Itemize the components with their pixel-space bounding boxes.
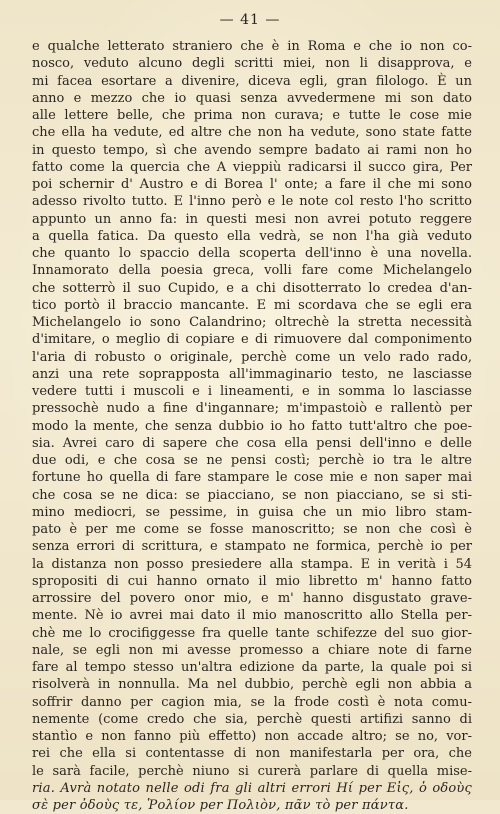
text-line: mi facea esortare a divenire, diceva egli, gran filologo. È un bbox=[32, 73, 472, 89]
text-line: mente. Nè io avrei mai dato il mio manoscritto allo Stella per- bbox=[32, 608, 472, 624]
text-line: alle lettere belle, che prima non curava; e tutte le cose mie bbox=[32, 108, 472, 123]
text-line: che ella ha vedute, ed altre che non ha vedute, sono state fatte bbox=[32, 125, 472, 141]
text-line: Innamorato della poesia greca, volli fare come Michelangelo bbox=[32, 263, 472, 279]
text-line: modo la mente, che senza dubbio io ho fatto tutt'altro che poe- bbox=[32, 418, 472, 434]
text-line: chè me lo crocifiggesse fra quelle tante schifezze del suo gior- bbox=[32, 625, 472, 641]
text-line: a quella fatica. Da questo ella vedrà, se non l'ha già veduto bbox=[32, 228, 472, 244]
text-line: la distanza non posso presiedere alla stampa. E in verità i 54 bbox=[32, 556, 472, 572]
text-line: risolverà in nonnulla. Ma nel dubbio, perchè egli non abbia a bbox=[32, 677, 472, 693]
text-line: senza errori di scrittura, e stampato ne formica, perchè io per bbox=[32, 539, 472, 555]
text-line: fatto come la quercia che A vieppiù radicarsi il succo gira, Per bbox=[32, 159, 472, 175]
text-line: vedere tutti i muscoli e i lineamenti, e in somma lo lasciasse bbox=[32, 384, 472, 399]
text-line: mino mediocri, se pessime, in guisa che un mio libro stam- bbox=[32, 504, 472, 520]
text-line: soffrir danno per cagion mia, se la frode costì è nota comu- bbox=[32, 694, 472, 710]
page-number: — 41 — bbox=[219, 12, 281, 28]
text-line: anzi una rete soprapposta all'immaginario testo, ne lasciasse bbox=[32, 366, 472, 382]
text-line: pressochè nudo a fine d'ingannare; m'impastoiò e rallentò per bbox=[32, 401, 472, 417]
text-line: nemente (come credo che sia, perchè questi artifizi sanno di bbox=[32, 711, 472, 727]
text-line: tico portò il braccio mancante. E mi scordava che se egli era bbox=[32, 297, 472, 313]
text-line: fare al tempo stesso un'altra edizione da parte, la quale poi si bbox=[32, 660, 472, 675]
text-line: appunto un anno fa: in questi mesi non avrei potuto reggere bbox=[32, 211, 472, 227]
text-line: nale, se egli non mi avesse promesso a chiare note di farne bbox=[32, 642, 472, 658]
text-line: arrossire del povero onor mio, e m' hanno disgustato grave- bbox=[32, 591, 472, 606]
text-line: e qualche letterato straniero che è in Roma e che io non co- bbox=[32, 39, 472, 54]
text-line: pato è per me come se fosse manoscritto; se non che così è bbox=[32, 522, 472, 537]
text-line: che quanto lo spaccio della scoperta dell'inno è una novella. bbox=[32, 246, 472, 261]
text-line: l'aria di robusto o originale, perchè come un velo rado rado, bbox=[32, 349, 472, 365]
text-line: d'imitare, o meglio di copiare e di rimuovere dal componimento bbox=[32, 332, 472, 348]
text-line: σὲ per ὀδοὺς τε, Ῥολίον per Πολιὸν, πᾶν τὸ per πάντα. bbox=[32, 798, 409, 813]
text-line: che cosa se ne dica: se piacciano, se non piacciano, se si sti- bbox=[32, 487, 472, 503]
text-line: fortune ho quella di fare stampare le cose mie e non saper mai bbox=[32, 470, 472, 486]
text-line: sia. Avrei caro di sapere che cosa ella pensi dell'inno e delle bbox=[32, 435, 472, 451]
text-line: Michelangelo io sono Calandrino; oltrechè la stretta necessità bbox=[32, 315, 472, 330]
text-line: che sotterrò il suo Cupido, e a chi disotterrato lo credea d'an- bbox=[32, 280, 472, 296]
text-line: anno e mezzo che io quasi senza avvedermene mi son dato bbox=[32, 90, 472, 106]
text-line: ria. Avrà notato nelle odi fra gli altri errori Ηί per Εἰς, ὁ οδοὺς bbox=[32, 780, 472, 796]
text-line: poi schernir d' Austro e di Borea l' onte; a fare il che mi sono bbox=[32, 177, 472, 192]
text-line: le sarà facile, perchè niuno si curerà parlare di quella mise- bbox=[32, 763, 472, 779]
text-line: nosco, veduto alcuno degli scritti miei, non li disapprova, e bbox=[32, 56, 472, 72]
text-line: in questo tempo, sì che avendo sempre badato ai rami non ho bbox=[32, 142, 472, 158]
text-line: due odi, e che cosa se ne pensi costì; perchè io tra le altre bbox=[32, 453, 472, 468]
text-line: stantìo e non fanno più effetto) non accade altro; se no, vor- bbox=[32, 729, 472, 744]
text-line: spropositi di cui hanno ornato il mio libretto m' hanno fatto bbox=[32, 573, 472, 589]
text-line: adesso rivolto tutto. E l'inno però e le note col resto l'ho scritto bbox=[32, 194, 472, 210]
text-line: rei che ella si contentasse di non manifestarla per ora, che bbox=[32, 746, 472, 762]
text-block bbox=[32, 38, 472, 814]
